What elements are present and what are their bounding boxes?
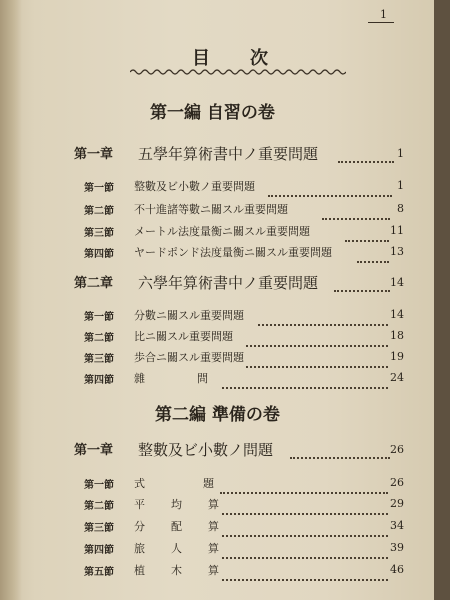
page-ref: 13 — [390, 245, 404, 258]
page-number-rule — [368, 22, 394, 23]
toc-section-row[interactable] — [0, 539, 434, 559]
leader-dots — [220, 474, 388, 494]
section-label: 第四節 — [84, 375, 114, 386]
page-ref: 29 — [390, 497, 404, 510]
part-heading: 第一編 自習の卷 — [150, 103, 275, 123]
section-title: 整數及ビ小數ノ重要問題 — [134, 180, 255, 193]
toc-chapter-row[interactable] — [0, 143, 434, 163]
section-title: 不十進諸等數ニ關スル重要問題 — [134, 203, 288, 216]
toc-section-row[interactable] — [0, 327, 434, 347]
chapter-title: 五學年算術書中ノ重要問題 — [138, 145, 319, 163]
toc-section-row[interactable] — [0, 474, 434, 494]
page-ref: 26 — [390, 443, 404, 456]
toc-section-row[interactable] — [0, 177, 434, 197]
page-ref: 14 — [390, 308, 404, 321]
leader-dots — [222, 561, 388, 581]
page-ref: 46 — [390, 563, 404, 576]
toc-section-row[interactable] — [0, 495, 434, 515]
leader-dots — [246, 348, 388, 368]
page-ref: 34 — [390, 519, 404, 532]
leader-dots — [222, 539, 388, 559]
section-label: 第五節 — [84, 567, 114, 578]
section-title: 平均算 — [134, 498, 245, 511]
chapter-title: 整數及ビ小數ノ問題 — [138, 441, 274, 459]
section-title: 旅人算 — [134, 542, 245, 555]
section-title: ヤードポンド法度量衡ニ關スル重要問題 — [134, 246, 332, 259]
page-ref: 24 — [390, 371, 404, 384]
toc-title: 目次 — [192, 48, 308, 69]
leader-dots — [338, 143, 394, 163]
section-label: 第四節 — [84, 249, 114, 260]
section-title: 分數ニ關スル重要問題 — [134, 309, 244, 322]
page-ref: 19 — [390, 350, 404, 363]
section-title: 植木算 — [134, 564, 245, 577]
section-title: 雜問 — [134, 372, 260, 385]
toc-section-row[interactable] — [0, 306, 434, 326]
chapter-label: 第一章 — [74, 147, 114, 162]
page-ref: 11 — [390, 224, 404, 237]
title-wavy-rule — [130, 68, 346, 76]
section-title: 分配算 — [134, 520, 245, 533]
page-ref: 26 — [390, 476, 404, 489]
section-label: 第二節 — [84, 333, 114, 344]
leader-dots — [222, 495, 388, 515]
section-title: メートル法度量衡ニ關スル重要問題 — [134, 225, 310, 238]
toc-section-row[interactable] — [0, 222, 434, 242]
toc-section-row[interactable] — [0, 369, 434, 389]
section-title: 歩合ニ關スル重要問題 — [134, 351, 244, 364]
page-ref: 1 — [397, 147, 404, 160]
leader-dots — [246, 327, 388, 347]
section-title: 比ニ關スル重要問題 — [134, 330, 233, 343]
section-label: 第四節 — [84, 545, 114, 556]
leader-dots — [258, 306, 388, 326]
section-label: 第二節 — [84, 501, 114, 512]
toc-section-row[interactable] — [0, 200, 434, 220]
page-number: 1 — [380, 8, 387, 21]
page-ref: 39 — [390, 541, 404, 554]
leader-dots — [357, 243, 389, 263]
section-label: 第三節 — [84, 228, 114, 239]
toc-chapter-row[interactable] — [0, 439, 434, 459]
toc-section-row[interactable] — [0, 561, 434, 581]
section-label: 第一節 — [84, 312, 114, 323]
section-label: 第二節 — [84, 206, 114, 217]
toc-section-row[interactable] — [0, 243, 434, 263]
leader-dots — [222, 369, 388, 389]
page-ref: 18 — [390, 329, 404, 342]
leader-dots — [322, 200, 390, 220]
chapter-label: 第一章 — [74, 443, 114, 458]
leader-dots — [222, 517, 388, 537]
leader-dots — [268, 177, 392, 197]
page-ref: 8 — [397, 202, 404, 215]
leader-dots — [334, 272, 390, 292]
chapter-label: 第二章 — [74, 276, 114, 291]
toc-section-row[interactable] — [0, 517, 434, 537]
section-label: 第三節 — [84, 523, 114, 534]
leader-dots — [290, 439, 390, 459]
toc-section-row[interactable] — [0, 348, 434, 368]
chapter-title: 六學年算術書中ノ重要問題 — [138, 274, 319, 292]
section-title: 式題 — [134, 477, 272, 490]
leader-dots — [345, 222, 389, 242]
section-label: 第一節 — [84, 183, 114, 194]
toc-chapter-row[interactable] — [0, 272, 434, 292]
part-heading: 第二編 準備の卷 — [155, 405, 280, 425]
page-ref: 1 — [397, 179, 404, 192]
page-ref: 14 — [390, 276, 404, 289]
section-label: 第三節 — [84, 354, 114, 365]
section-label: 第一節 — [84, 480, 114, 491]
